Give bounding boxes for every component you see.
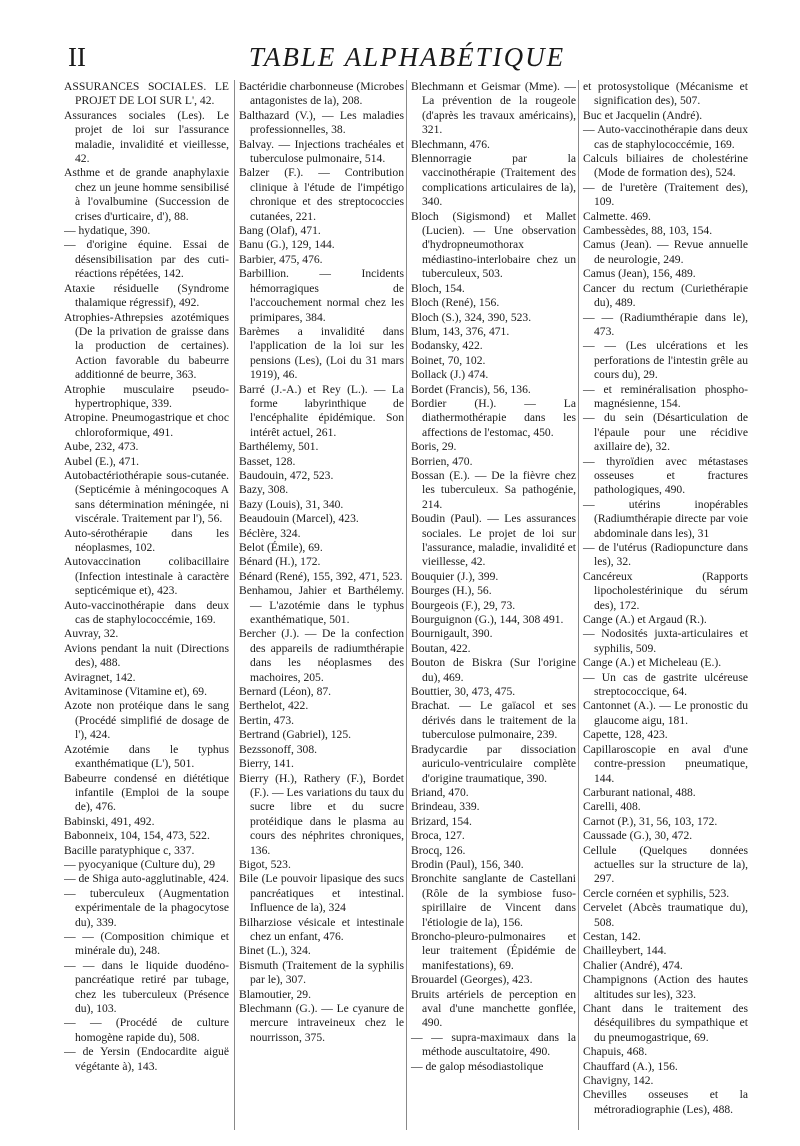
index-entry: Bloch, 154. bbox=[411, 281, 465, 295]
index-entry: Brouardel (Georges), 423. bbox=[411, 973, 533, 987]
index-entry: Cervelet (Abcès traumatique du), 508. bbox=[583, 901, 748, 929]
index-entry: Chalier (André), 474. bbox=[583, 958, 683, 972]
index-entry: Assurances sociales (Les). Le projet de loi sur l'assurance maladie, invalidité et vieillesse, 42. bbox=[64, 108, 229, 166]
index-entry: — pyocyanique (Culture du), 29 bbox=[64, 857, 216, 871]
index-entry: Auto-vaccinothérapie dans deux cas de staphylococcémie, 169. bbox=[64, 598, 229, 627]
page-number: II bbox=[68, 42, 86, 72]
index-entry: Cange (A.) et Micheleau (E.). bbox=[583, 656, 722, 670]
index-entry: Bercher (J.). — De la confection des appareils de radiumthérapie dans les néoplasmes des machoires, 205. bbox=[239, 627, 404, 684]
index-entry: Carburant national, 488. bbox=[583, 785, 696, 799]
index-column-3 bbox=[406, 80, 576, 1130]
index-entry: Chevilles osseuses et la métroradiographie (Les), 488. bbox=[583, 1088, 748, 1116]
index-entry: Banu (G.), 129, 144. bbox=[239, 238, 335, 252]
index-entry: Brocq, 126. bbox=[411, 843, 466, 857]
index-entry: Bouquier (J.), 399. bbox=[411, 569, 499, 583]
index-entry: Bloch (René), 156. bbox=[411, 296, 500, 310]
index-entry: — tuberculeux (Augmentation expérimentale de la phagocytose du), 339. bbox=[64, 886, 229, 929]
index-entry: Blum, 143, 376, 471. bbox=[411, 324, 510, 338]
index-entry: Atrophies-Athrepsies azotémiques (De la privation de graisse dans la production de certaines). Action favorable du babeurre additionné de beurre, 363. bbox=[64, 310, 229, 382]
index-entry: Autovaccination colibacillaire (Infection intestinale à caractère septicémique et), 423. bbox=[64, 555, 229, 598]
index-entry: Carelli, 408. bbox=[583, 800, 641, 814]
index-entry: Bezssonoff, 308. bbox=[239, 742, 318, 756]
index-entry: — — (Composition chimique et minérale du), 248. bbox=[64, 929, 229, 958]
index-entry: Borrien, 470. bbox=[411, 454, 473, 468]
index-entry: Chailleybert, 144. bbox=[583, 944, 667, 958]
index-entry: Bouton de Biskra (Sur l'origine du), 469. bbox=[411, 656, 576, 684]
index-entry: Azotémie dans le typhus exanthématique (L'), 501. bbox=[64, 742, 229, 771]
index-entry: Bloch (Sigismond) et Mallet (Lucien). — Une observation d'hydropneumothorax médiastino-interlobaire chez un tuberculeux, 503. bbox=[411, 209, 576, 281]
index-entry: Babonneix, 104, 154, 473, 522. bbox=[64, 829, 210, 843]
index-entry: Bourgeois (F.), 29, 73. bbox=[411, 598, 516, 612]
index-entry: Barèmes a invalidité dans l'application de la loi sur les pensions (Les), (Loi du 31 mars 1919), 46. bbox=[239, 324, 404, 382]
index-entry: Champignons (Action des hautes altitudes sur les), 323. bbox=[583, 973, 748, 1001]
index-entry: — — dans le liquide duodéno-pancréatique retiré par tubage, chez les tuberculeux (Présence du), 103. bbox=[64, 958, 229, 1015]
index-entry: Blechmann et Geismar (Mme). — La prévention de la rougeole (d'après les travaux américains), 321. bbox=[411, 80, 576, 137]
index-entry: Barthélemy, 501. bbox=[239, 440, 319, 454]
index-entry: Avions pendant la nuit (Directions des), 488. bbox=[64, 641, 229, 670]
index-entry: Bierry, 141. bbox=[239, 757, 294, 771]
index-entry: Camus (Jean), 156, 489. bbox=[583, 267, 696, 281]
index-entry: Cambessèdes, 88, 103, 154. bbox=[583, 224, 713, 238]
index-entry: Barbillion. — Incidents hémorragiques de l'accouchement normal chez les primipares, 384. bbox=[239, 267, 404, 324]
index-entry: Cancéreux (Rapports lipocholestérinique du sérum des), 172. bbox=[583, 569, 748, 612]
index-entry: Binet (L.), 324. bbox=[239, 944, 311, 958]
index-entry: Bénard (H.), 172. bbox=[239, 555, 321, 569]
index-entry: Chavigny, 142. bbox=[583, 1074, 654, 1088]
index-entry: Bénard (René), 155, 392, 471, 523. bbox=[239, 569, 403, 583]
index-columns bbox=[64, 80, 750, 1130]
index-entry: Cange (A.) et Argaud (R.). bbox=[583, 613, 707, 627]
index-entry: Barré (J.-A.) et Rey (L.). — La forme labyrinthique de l'encéphalite épidémique. Son intérêt actuel, 261. bbox=[239, 382, 404, 439]
page-header bbox=[64, 42, 750, 72]
index-entry: Capillaroscopie en aval d'une contre-pression pneumatique, 144. bbox=[583, 742, 748, 785]
index-entry: Blennorragie par la vaccinothérapie (Traitement des complications articulaires de la), 340. bbox=[411, 152, 576, 209]
index-column-1 bbox=[64, 80, 229, 1130]
index-entry: Chapuis, 468. bbox=[583, 1045, 648, 1059]
index-entry: Bruits artériels de perception en aval d'une manchette gonflée, 490. bbox=[411, 987, 576, 1030]
index-entry: — de Yersin (Endocardite aiguë végétante à), 143. bbox=[64, 1045, 229, 1073]
index-entry: Calculs biliaires de cholestérine (Mode de formation des), 524. bbox=[583, 152, 748, 180]
index-entry: Blechmann (G.). — Le cyanure de mercure intraveineux chez le nourrisson, 375. bbox=[239, 1002, 404, 1044]
index-entry: Bazy, 308. bbox=[239, 483, 289, 497]
index-entry: — — (Radiumthérapie dans le), 473. bbox=[583, 310, 748, 338]
index-entry: — — (Procédé de culture homogène rapide du), 508. bbox=[64, 1016, 229, 1044]
index-entry: ASSURANCES SOCIALES. LE PROJET DE LOI SUR L', 42. bbox=[64, 80, 229, 108]
running-title: TABLE ALPHABÉTIQUE bbox=[248, 42, 566, 72]
index-entry: Bactéridie charbonneuse (Microbes antagonistes de la), 208. bbox=[239, 80, 404, 108]
index-entry: Broncho-pleuro-pulmonaires et leur traitement (Épidémie de manifestations), 69. bbox=[411, 929, 576, 972]
index-entry: Cercle cornéen et syphilis, 523. bbox=[583, 886, 730, 900]
index-entry: Carnot (P.), 31, 56, 103, 172. bbox=[583, 814, 718, 828]
index-entry: Brizard, 154. bbox=[411, 814, 472, 828]
index-entry: — d'origine équine. Essai de désensibilisation par des cuti-réactions répétées, 142. bbox=[64, 238, 229, 281]
index-entry: Chauffard (A.), 156. bbox=[583, 1059, 678, 1073]
index-entry: Bigot, 523. bbox=[239, 857, 291, 871]
index-entry: Bazy (Louis), 31, 340. bbox=[239, 497, 344, 511]
index-entry: Babinski, 491, 492. bbox=[64, 814, 155, 828]
index-entry: Atrophie musculaire pseudo-hypertrophique, 339. bbox=[64, 382, 229, 410]
index-entry: — Un cas de gastrite ulcéreuse streptococcique, 64. bbox=[583, 670, 748, 699]
index-entry: Bloch (S.), 324, 390, 523. bbox=[411, 310, 532, 324]
index-entry: Aviragnet, 142. bbox=[64, 670, 136, 684]
index-entry: et protosystolique (Mécanisme et signification des), 507. bbox=[583, 80, 748, 108]
index-entry: Bollack (J.) 474. bbox=[411, 368, 489, 382]
index-entry: Bodansky, 422. bbox=[411, 339, 483, 353]
index-entry: Boinet, 70, 102. bbox=[411, 353, 486, 367]
index-entry: Babeurre condensé en diététique infantile (Emploi de la soupe de), 476. bbox=[64, 771, 229, 814]
index-entry: — thyroïdien avec métastases osseuses et fractures pathologiques, 490. bbox=[583, 454, 748, 497]
index-entry: Azote non protéique dans le sang (Procédé simplifié de dosage de l'), 424. bbox=[64, 699, 229, 742]
index-entry: Bournigault, 390. bbox=[411, 627, 493, 641]
index-entry: Bouttier, 30, 473, 475. bbox=[411, 685, 516, 699]
index-entry: Bismuth (Traitement de la syphilis par le), 307. bbox=[239, 958, 404, 987]
index-entry: — et reminéralisation phospho-magnésienne, 154. bbox=[583, 382, 748, 410]
index-entry: Avitaminose (Vitamine et), 69. bbox=[64, 685, 208, 699]
index-entry: — de l'uretère (Traitement des), 109. bbox=[583, 180, 748, 209]
index-entry: Berthelot, 422. bbox=[239, 699, 309, 713]
index-entry: Boris, 29. bbox=[411, 440, 457, 454]
index-entry: Benhamou, Jahier et Barthélemy. — L'azotémie dans le typhus exanthématique, 501. bbox=[239, 584, 404, 627]
index-entry: Basset, 128. bbox=[239, 454, 296, 468]
index-entry: Cellule (Quelques données actuelles sur la structure de la), 297. bbox=[583, 843, 748, 886]
index-entry: — hydatique, 390. bbox=[64, 224, 151, 238]
index-entry: — — supra-maximaux dans la méthode auscultatoire, 490. bbox=[411, 1030, 576, 1059]
index-entry: Bronchite sanglante de Castellani (Rôle de la symbiose fuso-spirillaire de Vincent dans l'étiologie de la), 156. bbox=[411, 872, 576, 929]
index-entry: Cestan, 142. bbox=[583, 929, 641, 943]
index-entry: Caussade (G.), 30, 472. bbox=[583, 829, 693, 843]
index-entry: Bang (Olaf), 471. bbox=[239, 224, 321, 238]
index-entry: Bierry (H.), Rathery (F.), Bordet (F.). — Les variations du taux du sucre libre et du sucre protéidique dans le plasma au cours des néphrites chroniques, 136. bbox=[239, 771, 404, 857]
index-entry: Auvray, 32. bbox=[64, 627, 119, 641]
index-entry: Bile (Le pouvoir lipasique des sucs pancréatiques et intestinal. Influence de la), 324 bbox=[239, 872, 404, 915]
index-entry: — de galop mésodiastolique bbox=[411, 1059, 544, 1073]
index-entry: Bordet (Francis), 56, 136. bbox=[411, 382, 531, 396]
index-entry: Chant dans le traitement des déséquilibres du sympathique et du pneumogastrique, 69. bbox=[583, 1002, 748, 1044]
index-entry: Brodin (Paul), 156, 340. bbox=[411, 857, 524, 871]
index-entry: Bertin, 473. bbox=[239, 713, 295, 727]
index-column-4 bbox=[578, 80, 748, 1130]
index-entry: Blamoutier, 29. bbox=[239, 987, 311, 1001]
index-entry: Calmette. 469. bbox=[583, 209, 651, 223]
index-entry: Briand, 470. bbox=[411, 785, 469, 799]
index-entry: Baudouin, 472, 523. bbox=[239, 468, 334, 482]
index-entry: Balvay. — Injections trachéales et tuberculose pulmonaire, 514. bbox=[239, 137, 404, 166]
index-entry: Capette, 128, 423. bbox=[583, 728, 668, 742]
index-entry: Brindeau, 339. bbox=[411, 800, 480, 814]
index-entry: Bossan (E.). — De la fièvre chez les tuberculeux. Sa pathogénie, 214. bbox=[411, 468, 576, 511]
index-entry: — Auto-vaccinothérapie dans deux cas de staphylococcémie, 169. bbox=[583, 123, 748, 151]
index-entry: Brachat. — Le gaïacol et ses dérivés dans le traitement de la tuberculose pulmonaire, 239. bbox=[411, 699, 576, 742]
index-entry: Bertrand (Gabriel), 125. bbox=[239, 728, 352, 742]
index-entry: Bordier (H.). — La diathermothérapie dans les affections de l'estomac, 450. bbox=[411, 396, 576, 439]
index-entry: Beaudouin (Marcel), 423. bbox=[239, 512, 359, 526]
index-entry: — de l'utérus (Radiopuncture dans les), 32. bbox=[583, 541, 748, 569]
index-entry: Béclère, 324. bbox=[239, 526, 301, 540]
index-entry: Asthme et de grande anaphylaxie chez un jeune homme sensibilisé à l'ovalbumine (Succession de crises d'urticaire, d'), 88. bbox=[64, 166, 229, 223]
index-entry: Auto-sérothérapie dans les néoplasmes, 102. bbox=[64, 526, 229, 554]
index-entry: Barbier, 475, 476. bbox=[239, 252, 323, 266]
index-entry: Aube, 232, 473. bbox=[64, 440, 139, 454]
index-entry: — du sein (Désarticulation de l'épaule pour une récidive axillaire de), 32. bbox=[583, 411, 748, 454]
index-entry: Boudin (Paul). — Les assurances sociales. Le projet de loi sur l'assurance, maladie, invalidité et vieillesse, 42. bbox=[411, 512, 576, 569]
index-entry: Ataxie résiduelle (Syndrome thalamique régressif), 492. bbox=[64, 281, 229, 310]
index-entry: Balthazard (V.), — Les maladies professionnelles, 38. bbox=[239, 108, 404, 137]
index-entry: — de Shiga auto-agglutinable, 424. bbox=[64, 872, 229, 886]
index-entry: Camus (Jean). — Revue annuelle de neurologie, 249. bbox=[583, 238, 748, 266]
index-entry: Broca, 127. bbox=[411, 829, 465, 843]
index-entry: Autobactériothérapie sous-cutanée. (Septicémie à méningocoques A sans détermination méningée, ni viscérale. Traitement par l'), 56. bbox=[64, 468, 229, 526]
index-entry: — Nodosités juxta-articulaires et syphilis, 509. bbox=[583, 627, 748, 655]
index-entry: — utérins inopérables (Radiumthérapie directe par voie abdominale dans les), 31 bbox=[583, 497, 748, 540]
index-entry: Bernard (Léon), 87. bbox=[239, 685, 332, 699]
index-entry: Cantonnet (A.). — Le pronostic du glaucome aigu, 181. bbox=[583, 699, 748, 727]
index-entry: Bradycardie par dissociation auriculo-ventriculaire complète d'origine traumatique, 390. bbox=[411, 742, 576, 785]
index-entry: Atropine. Pneumogastrique et choc chloroformique, 491. bbox=[64, 411, 229, 439]
index-entry: Blechmann, 476. bbox=[411, 137, 490, 151]
index-entry: Balzer (F.). — Contribution clinique à l'étude de l'impétigo chronique et des streptococcies cutanées, 221. bbox=[239, 166, 404, 223]
index-entry: Bourges (H.), 56. bbox=[411, 584, 492, 598]
index-column-2 bbox=[234, 80, 404, 1130]
index-entry: Bourguignon (G.), 144, 308 491. bbox=[411, 613, 564, 627]
index-entry: Bilharziose vésicale et intestinale chez un enfant, 476. bbox=[239, 915, 404, 943]
index-entry: — — (Les ulcérations et les perforations de l'intestin grêle au cours du), 29. bbox=[583, 339, 748, 382]
index-entry: Belot (Émile), 69. bbox=[239, 541, 323, 554]
index-entry: Boutan, 422. bbox=[411, 641, 471, 655]
index-entry: Cancer du rectum (Curiethérapie du), 489. bbox=[583, 281, 748, 310]
index-entry: Aubel (E.), 471. bbox=[64, 454, 140, 468]
index-entry: Buc et Jacquelin (André). bbox=[583, 108, 703, 122]
index-entry: Bacille paratyphique c, 337. bbox=[64, 843, 195, 857]
